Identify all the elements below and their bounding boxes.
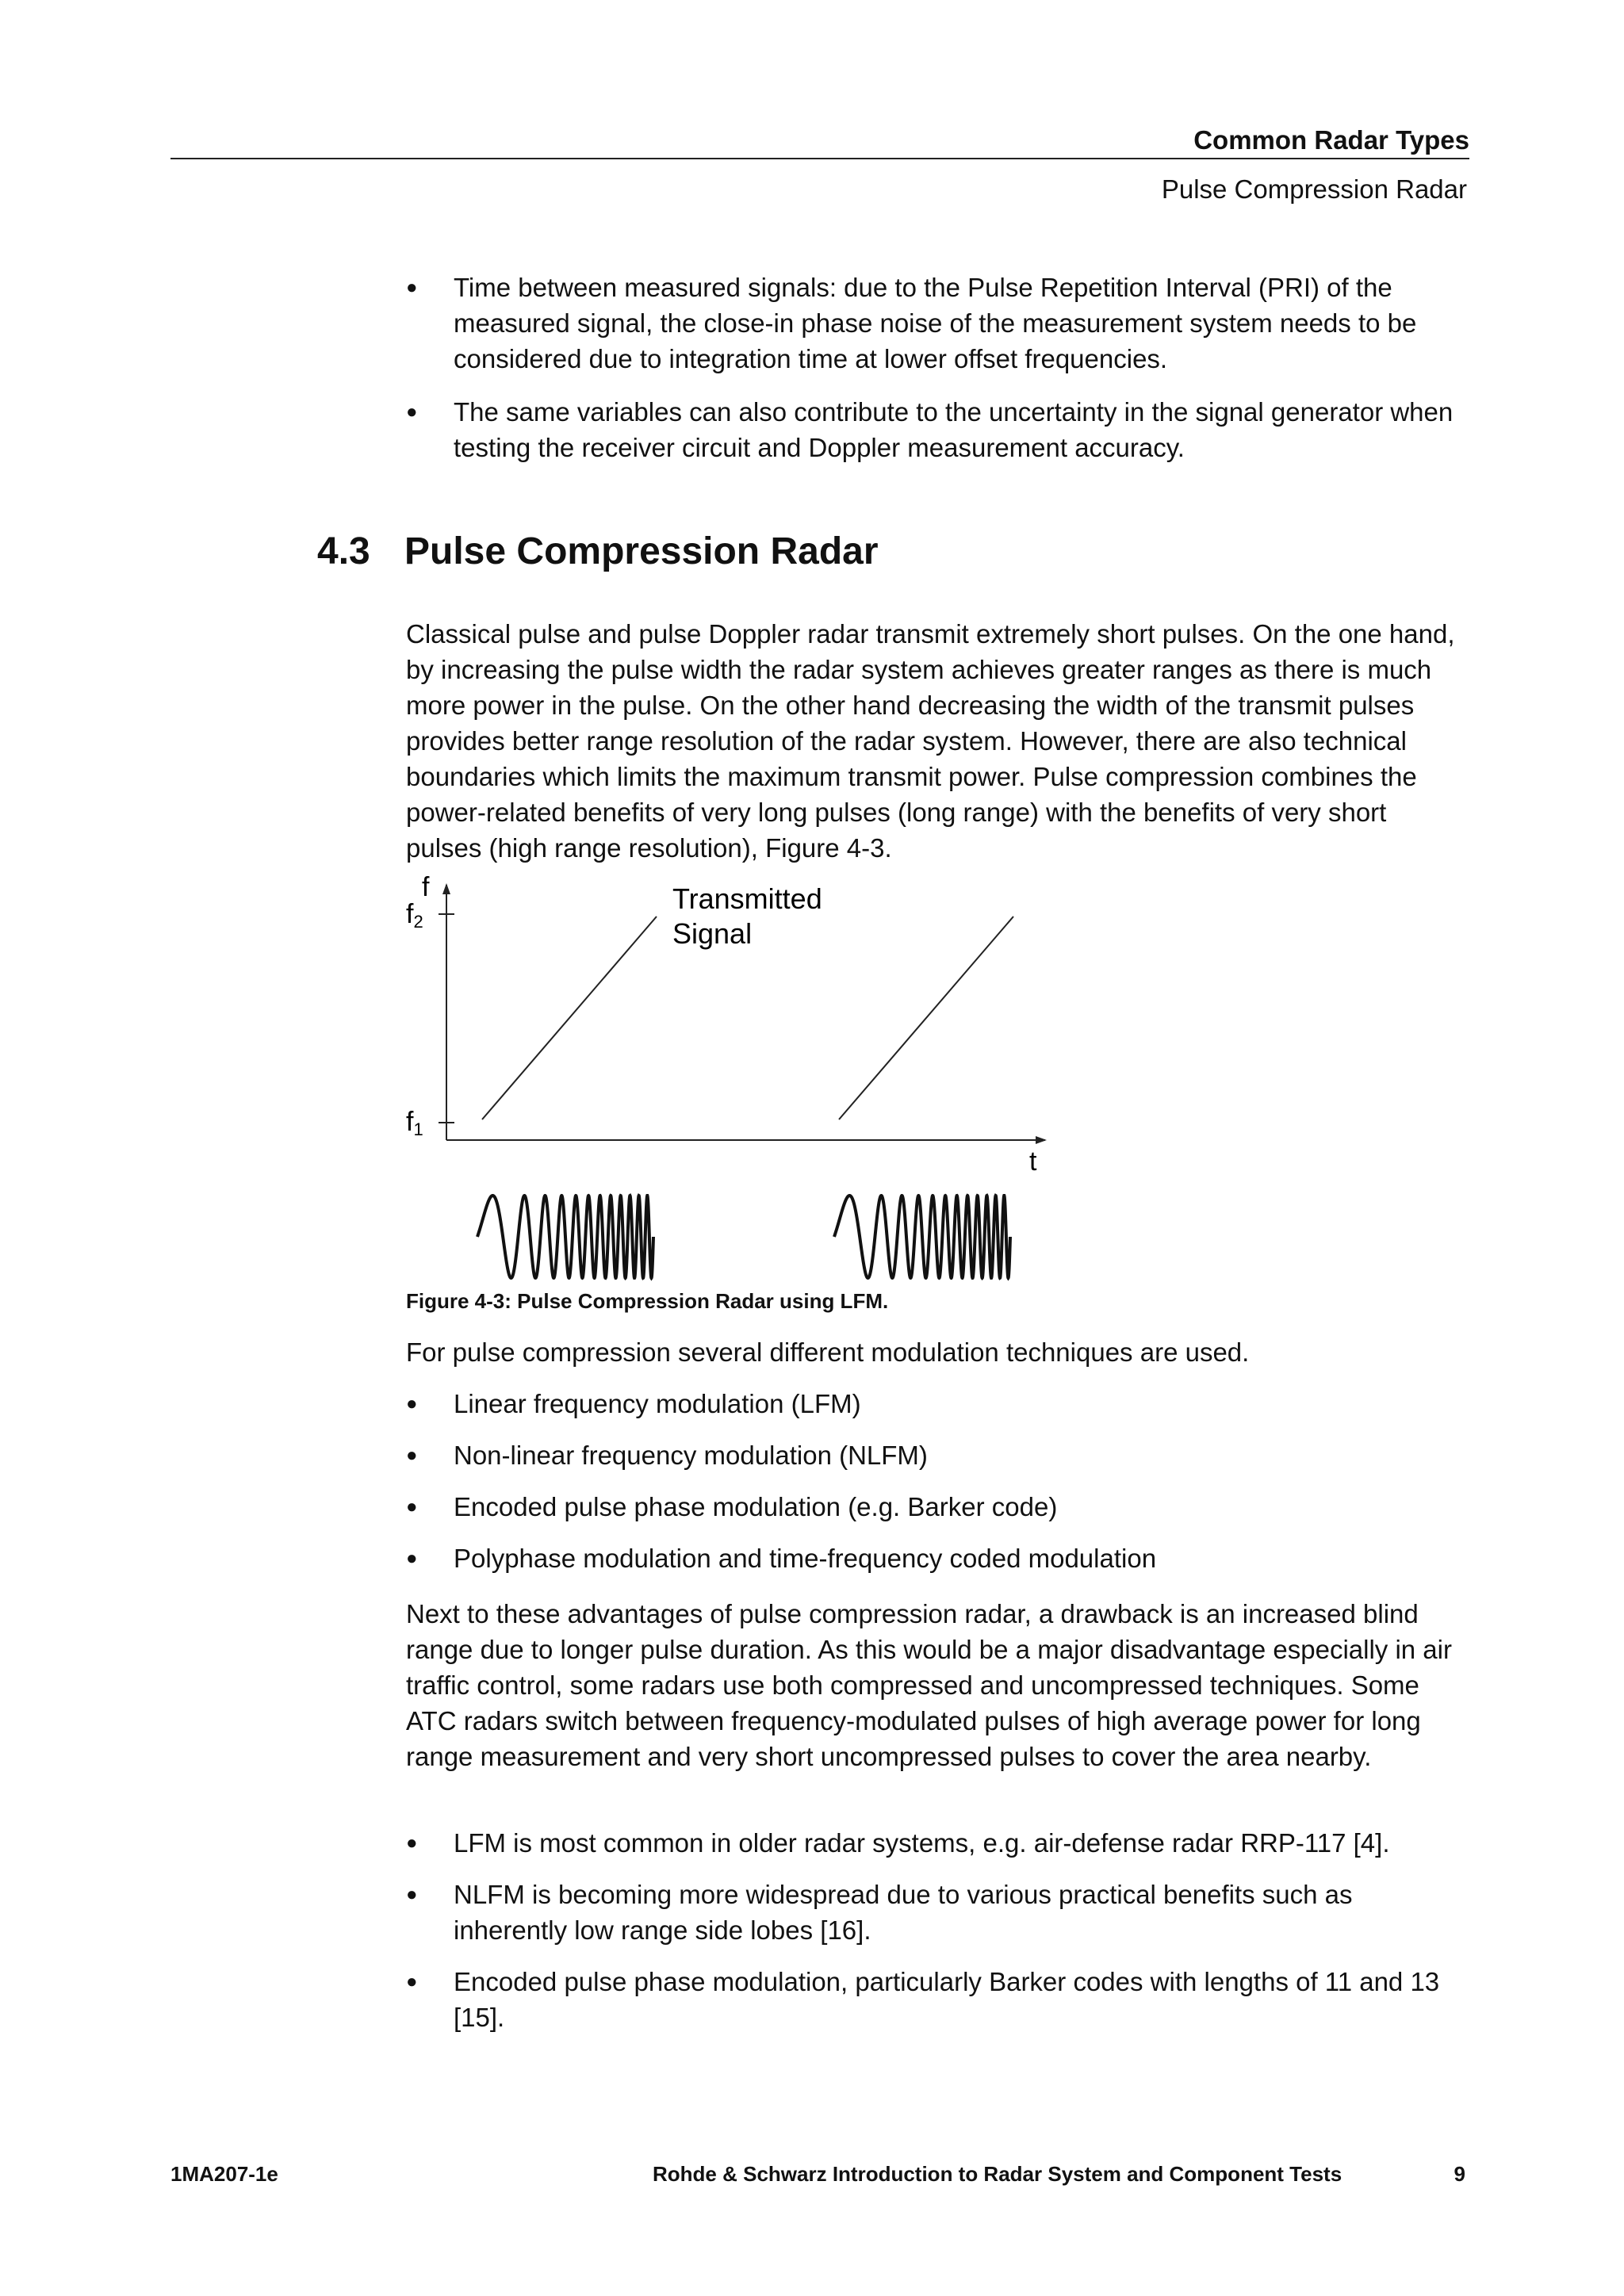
intro-bullet-list	[406, 270, 1469, 465]
techniques-list	[406, 1386, 1469, 1576]
body-paragraph-intro: Classical pulse and pulse Doppler radar transmit extremely short pulses. On the one hand, by increasing the pulse width the radar system achieves greater ranges as there is much more power in the pulse. On the other hand decreasing the width of the transmit pulses provides better range resolution of the radar system. However, there are also technical boundaries which limits the maximum transmit power. Pulse compression combines the power-related benefits of very long pulses (long range) with the benefits of very short pulses (high range resolution), Figure 4-3.	[406, 619, 1455, 863]
list-item: ● The same variables can also contribute to the uncertainty in the signal generator when testing the receiver circuit and Doppler measurement accuracy.	[406, 394, 1469, 465]
body-paragraph-techniques-intro: For pulse compression several different modulation techniques are used.	[406, 1337, 1250, 1367]
signal-label-line1: Transmitted	[672, 882, 822, 915]
running-header-subtitle: Pulse Compression Radar	[1161, 174, 1467, 204]
list-item: ● Non-linear frequency modulation (NLFM)	[406, 1437, 1469, 1473]
signal-label-line2: Signal	[672, 917, 753, 950]
list-item: ● Encoded pulse phase modulation (e.g. Barker code)	[406, 1489, 1469, 1525]
section-title: Pulse Compression Radar	[404, 530, 879, 572]
chirp-ramp-1	[482, 916, 657, 1119]
list-item: ● NLFM is becoming more widespread due to various practical benefits such as inherently low range side lobes [16].	[406, 1877, 1469, 1948]
section-number: 4.3	[317, 530, 370, 572]
body-paragraph-drawbacks: Next to these advantages of pulse compression radar, a drawback is an increased blind range due to longer pulse duration. As this would be a major disadvantage especially in air traffic control, some radars use both compressed and uncompressed techniques. Some ATC radars switch between frequency-modulated pulses of high average power for long range measurement and very short uncompressed pulses to cover the area nearby.	[406, 1599, 1452, 1771]
closing-bullet-list	[406, 1825, 1469, 2035]
list-item: ● Encoded pulse phase modulation, particularly Barker codes with lengths of 11 and 13 [15].	[406, 1964, 1469, 2035]
header-divider	[170, 158, 1469, 159]
figure-caption: Figure 4-3: Pulse Compression Radar using LFM.	[406, 1289, 889, 1313]
running-header-title: Common Radar Types	[1193, 125, 1469, 155]
y-axis-label: f	[422, 872, 430, 902]
f1-label: f1	[406, 1107, 423, 1139]
footer-page-number: 9	[1454, 2162, 1465, 2186]
section-heading	[317, 530, 879, 573]
f2-label: f2	[406, 899, 423, 932]
list-item: ● LFM is most common in older radar systems, e.g. air-defense radar RRP-117 [4].	[406, 1825, 1469, 1861]
list-item: ● Linear frequency modulation (LFM)	[406, 1386, 1469, 1422]
chirp-waveform-1	[477, 1196, 653, 1278]
footer-doc-id: 1MA207-1e	[170, 2162, 278, 2186]
lfm-figure	[389, 871, 1071, 1283]
footer-title: Rohde & Schwarz Introduction to Radar System and Component Tests	[653, 2162, 1342, 2186]
list-item: ● Polyphase modulation and time-frequency coded modulation	[406, 1540, 1469, 1576]
list-item: ● Time between measured signals: due to the Pulse Repetition Interval (PRI) of the measured signal, the close-in phase noise of the measurement system needs to be considered due to integration time at lower offset frequencies.	[406, 270, 1469, 377]
chirp-waveform-2	[834, 1196, 1010, 1278]
chirp-ramp-2	[839, 916, 1013, 1119]
x-axis-label: t	[1029, 1146, 1037, 1177]
